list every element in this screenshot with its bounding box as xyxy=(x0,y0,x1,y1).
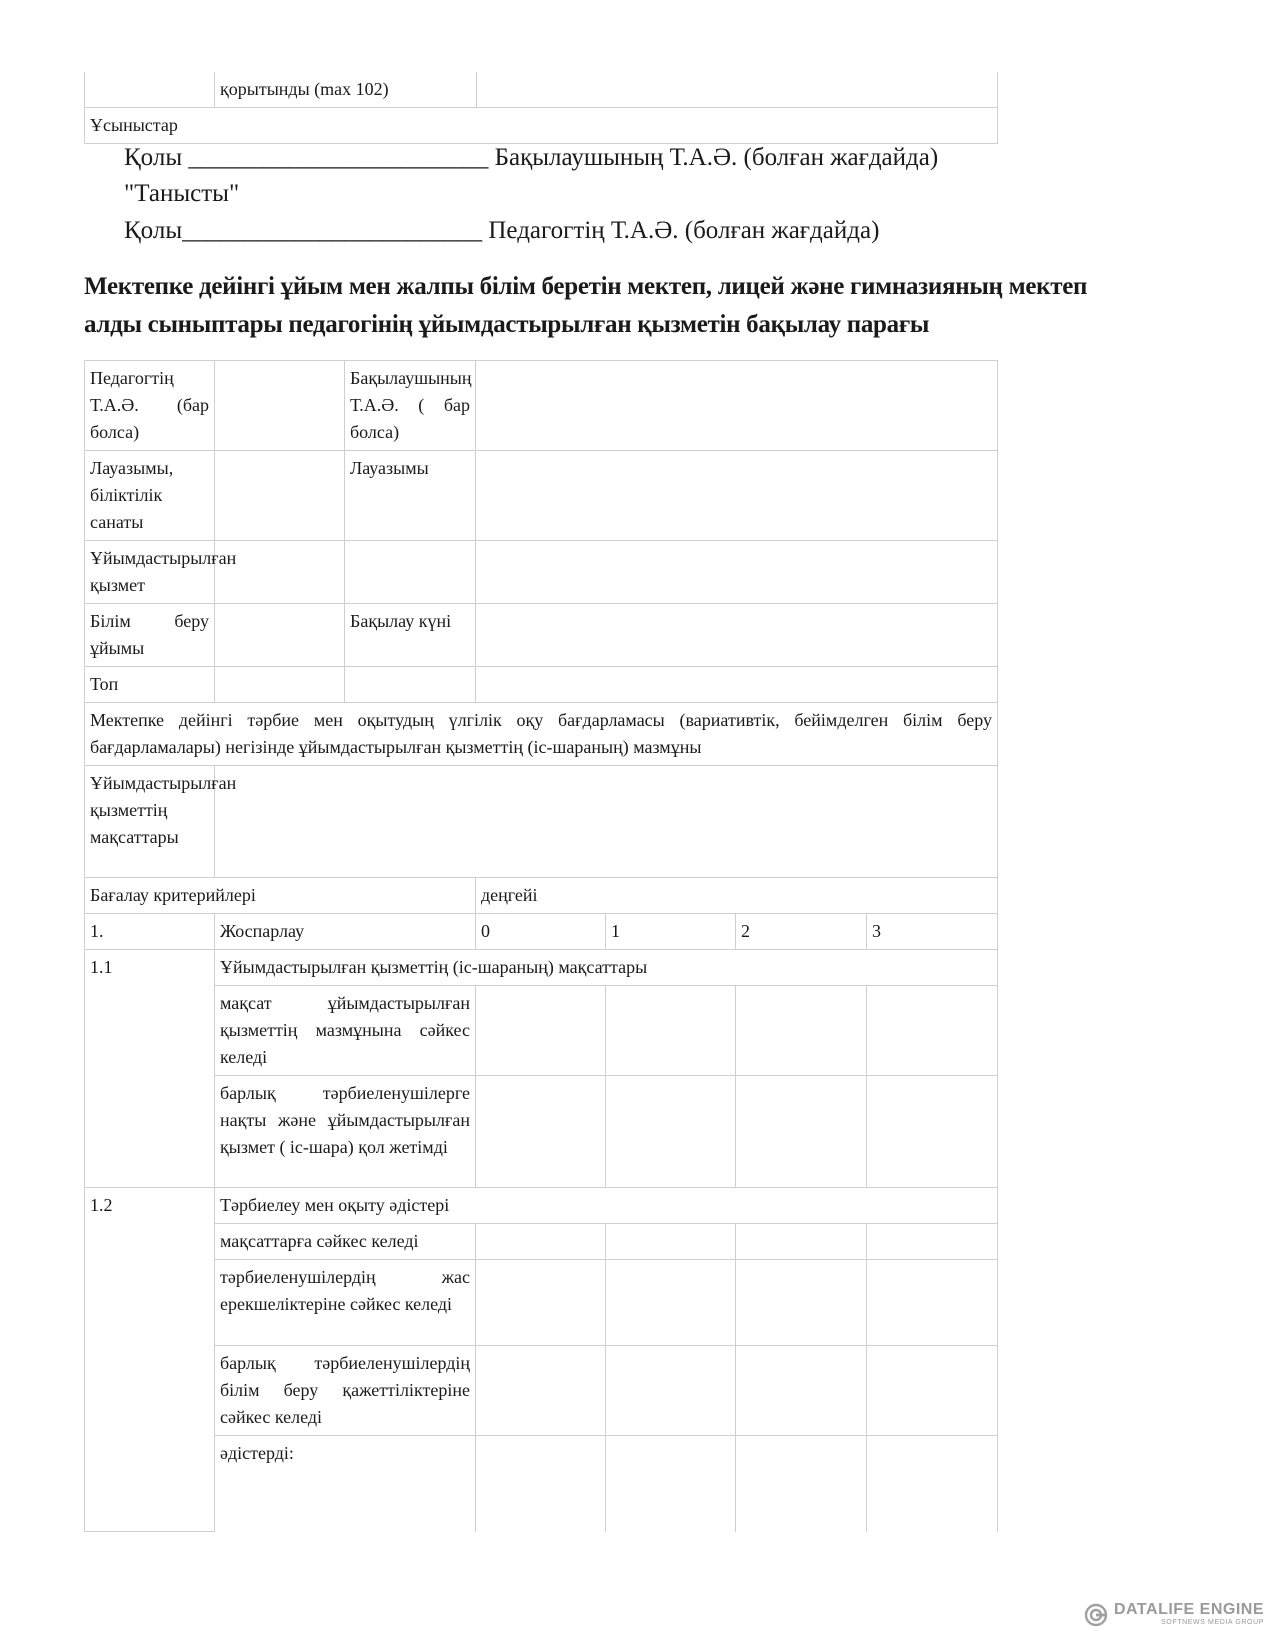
position-category-label: Лауазымы, біліктілік санаты xyxy=(85,451,215,541)
section-1-title: Жоспарлау xyxy=(215,914,476,950)
form-title-line-1: Мектепке дейінгі ұйым мен жалпы білім беретін мектеп, лицей және гимназияның мектеп xyxy=(84,273,1088,300)
teacher-signature-line: Қолы________________________ Педагогтің Т.А.Ә. (болған жағдайда) xyxy=(124,217,880,244)
observation-form-table xyxy=(84,360,998,1532)
observer-name-label: Бақылаушының Т.А.Ә. ( бар болса) xyxy=(345,361,476,451)
total-score-cell xyxy=(477,72,998,108)
score-cell[interactable] xyxy=(736,1076,867,1188)
score-cell[interactable] xyxy=(606,1224,736,1260)
level-1-header: 1 xyxy=(606,914,736,950)
score-cell[interactable] xyxy=(476,1076,606,1188)
datalife-logo-icon xyxy=(1084,1603,1108,1627)
score-cell[interactable] xyxy=(476,1346,606,1436)
item-1-1-title: Ұйымдастырылған қызметтің (іс-шараның) мақсаттары xyxy=(215,950,998,986)
observer-signature-line: Қолы ________________________ Бақылаушының Т.А.Ә. (болған жағдайда) xyxy=(124,144,939,171)
score-cell[interactable] xyxy=(476,986,606,1076)
goals-label xyxy=(85,766,237,878)
acknowledged-label: "Танысты" xyxy=(124,180,240,207)
watermark-sub-text: SOFTNEWS MEDIA GROUP xyxy=(1161,1619,1265,1626)
item-1-1-criterion-2 xyxy=(215,1076,476,1188)
item-1-1-criterion-2-text: барлық тәрбиеленушілерге нақты және ұйымдастырылған қызмет ( іс-шара) қол жетімді xyxy=(220,1083,470,1157)
observer-name-field[interactable] xyxy=(476,361,998,451)
score-cell[interactable] xyxy=(476,1436,606,1532)
item-1-1-number: 1.1 xyxy=(85,950,215,1188)
observation-date-label: Бақылау күні xyxy=(345,604,476,667)
level-0-header: 0 xyxy=(476,914,606,950)
level-label: деңгейі xyxy=(476,878,998,914)
position-field[interactable] xyxy=(476,451,998,541)
item-1-2-title: Тәрбиелеу мен оқыту әдістері xyxy=(215,1188,998,1224)
datalife-engine-watermark xyxy=(1084,1602,1264,1627)
score-cell[interactable] xyxy=(867,1260,998,1346)
item-1-2-criterion-1: мақсаттарға сәйкес келеді xyxy=(215,1224,476,1260)
group-extra-field[interactable] xyxy=(476,667,998,703)
program-content-label: Мектепке дейінгі тәрбие мен оқытудың үлгілік оқу бағдарламасы (вариативтік, бейімделген білім беру бағдарламалары) негізінде ұйымдастырылған қызметтің (іс-шараның) мазмұны xyxy=(85,703,998,766)
score-cell[interactable] xyxy=(736,1224,867,1260)
activity-extra-field[interactable] xyxy=(476,541,998,604)
score-cell[interactable] xyxy=(867,1224,998,1260)
group-label: Топ xyxy=(85,667,215,703)
score-cell[interactable] xyxy=(736,1346,867,1436)
score-cell[interactable] xyxy=(606,1436,736,1532)
item-1-1-criterion-1: мақсат ұйымдастырылған қызметтің мазмұнына сәйкес келеді xyxy=(215,986,476,1076)
total-score-label: қорытынды (max 102) xyxy=(215,72,477,108)
score-cell[interactable] xyxy=(606,986,736,1076)
position-category-field[interactable] xyxy=(215,451,345,541)
form-title xyxy=(84,268,1144,344)
activity-extra-cell xyxy=(345,541,476,604)
item-1-2-criterion-4: әдістерді: xyxy=(215,1436,476,1532)
score-cell[interactable] xyxy=(736,986,867,1076)
score-cell[interactable] xyxy=(476,1224,606,1260)
score-cell[interactable] xyxy=(736,1436,867,1532)
score-cell[interactable] xyxy=(867,1076,998,1188)
score-cell[interactable] xyxy=(606,1076,736,1188)
section-1-number: 1. xyxy=(85,914,215,950)
position-label: Лауазымы xyxy=(345,451,476,541)
level-2-header: 2 xyxy=(736,914,867,950)
item-1-2-criterion-2: тәрбиеленушілердің жас ерекшеліктеріне сәйкес келеді xyxy=(215,1260,476,1346)
item-1-2-criterion-3: барлық тәрбиеленушілердің білім беру қажеттіліктеріне сәйкес келеді xyxy=(215,1346,476,1436)
goals-label-text: Ұйымдастырылған қызметтің мақсаттары xyxy=(90,773,237,847)
score-cell[interactable] xyxy=(606,1346,736,1436)
group-field[interactable] xyxy=(215,667,345,703)
organization-field[interactable] xyxy=(215,604,345,667)
organization-label: Білім беру ұйымы xyxy=(85,604,215,667)
summary-empty-cell xyxy=(85,72,215,108)
score-cell[interactable] xyxy=(476,1260,606,1346)
score-cell[interactable] xyxy=(606,1260,736,1346)
observation-date-field[interactable] xyxy=(476,604,998,667)
group-extra-cell xyxy=(345,667,476,703)
score-cell[interactable] xyxy=(867,1346,998,1436)
score-cell[interactable] xyxy=(736,1260,867,1346)
goals-field[interactable] xyxy=(215,766,998,878)
form-title-line-2: алды сыныптары педагогінің ұйымдастырылған қызметін бақылау парағы xyxy=(84,311,930,338)
teacher-name-label: Педагогтің Т.А.Ә. (бар болса) xyxy=(85,361,215,451)
score-cell[interactable] xyxy=(867,1436,998,1532)
criteria-label: Бағалау критерийлері xyxy=(85,878,476,914)
summary-table xyxy=(84,72,998,144)
level-3-header: 3 xyxy=(867,914,998,950)
item-1-2-number: 1.2 xyxy=(85,1188,215,1532)
teacher-name-field[interactable] xyxy=(215,361,345,451)
watermark-text xyxy=(1114,1602,1264,1627)
suggestions-label: Ұсыныстар xyxy=(85,108,998,144)
score-cell[interactable] xyxy=(867,986,998,1076)
watermark-main-text: DATALIFE ENGINE xyxy=(1114,1601,1265,1618)
activity-label: Ұйымдастырылған қызмет xyxy=(85,541,215,604)
